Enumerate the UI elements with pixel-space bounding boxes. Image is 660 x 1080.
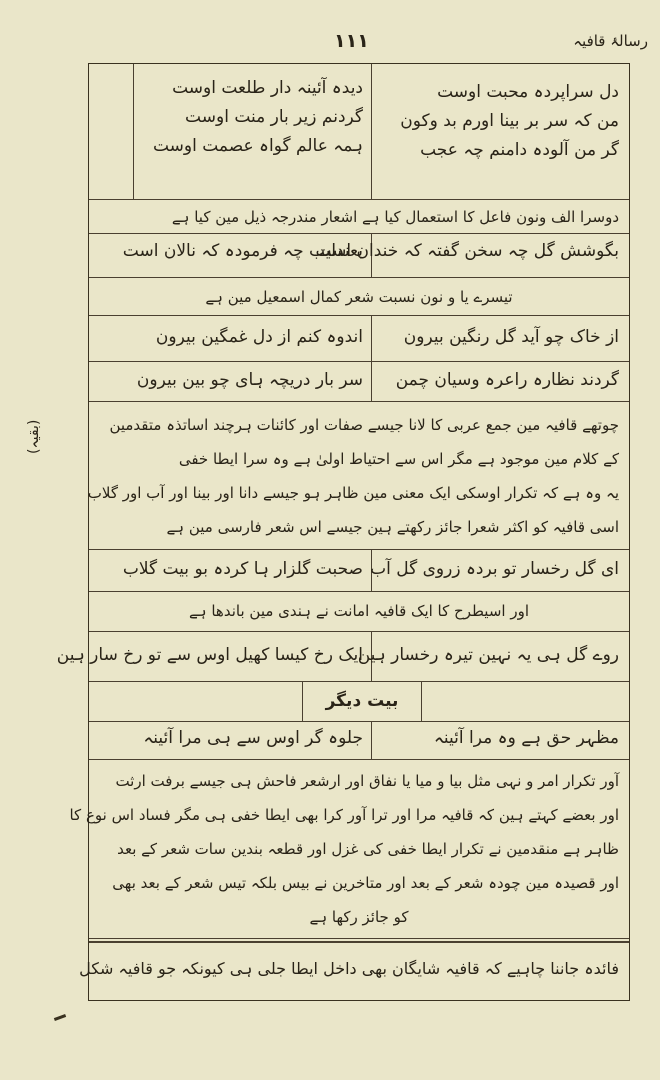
section-6-prose [69, 760, 629, 942]
prose-line: اور اسیطرح کا ایک قافیہ امانت نے ہندی مین باندھا ہے [189, 602, 529, 620]
verse-line: از خاک چو آید گل رنگین بیرون [403, 327, 619, 347]
couplet-right [357, 632, 629, 681]
section-heading: بیت دیگر [325, 691, 399, 711]
section-3-couplet-1 [89, 316, 629, 362]
couplet-table-1 [89, 64, 629, 200]
section-4-couplet [89, 550, 629, 592]
section-5-heading-row [89, 682, 629, 722]
section-2-couplet [89, 234, 629, 278]
verse-line: گر من آلودہ دامنم چہ عجب [420, 140, 619, 160]
prose-line: چوتھے قافیہ مین جمع عربی کا لانا جیسے صفات اور کائنات ہرچند اساتذہ متقدمین [109, 416, 619, 434]
verse-line: ای گل رخسار تو بردہ زروی گل آب [370, 559, 619, 579]
verse-line: گردند نظارہ راعرہ وسیان چمن [395, 370, 619, 390]
couplet-left [89, 316, 373, 361]
heading-box [302, 682, 422, 721]
verse-line: دیدہ آئینہ دار طلعت اوست [172, 78, 363, 98]
ink-mark [54, 1014, 66, 1021]
couplet-left [56, 632, 373, 681]
page-number: ۱۱۱ [334, 30, 369, 52]
couplet-left [89, 234, 373, 277]
prose-line: اور قصیدہ مین چودہ شعر کے بعد اور متاخرین نے بیس بلکہ تیس شعر کے بعد بھی [112, 874, 619, 892]
verse-line: مظہر حق ہے وہ مرا آئینہ [433, 728, 619, 748]
couplet-left [89, 362, 373, 401]
couplet-right [371, 550, 629, 591]
section-3-couplet-2 [89, 362, 629, 402]
prose-line: تیسرے یا و نون نسبت شعر کمال اسمعیل مین ہے [205, 288, 513, 306]
margin-note: (بقیہ) [26, 419, 42, 454]
section-5-couplet [89, 722, 629, 760]
couplet-right [371, 316, 629, 361]
prose-line: کو جائز رکھا ہے [309, 908, 409, 926]
couplet-right [371, 722, 629, 759]
page-frame [56, 63, 630, 1001]
couplet-left [89, 550, 373, 591]
prose-line: فائدہ جاننا چاہیے کہ قافیہ شایگان بھی داخل ایطا جلی ہی کیونکہ جو قافیہ شکل [79, 959, 619, 978]
section-4-after [89, 592, 629, 632]
section-7 [79, 942, 629, 1000]
prose-line: دوسرا الف ونون فاعل کا استعمال کیا ہے اشعار مندرجہ ذیل مین کیا ہے [171, 208, 619, 226]
verse-line: روے گل ہی یہ نہین تیرہ رخسار ہین [357, 645, 619, 665]
verse-line: دل سراپردہ محبت اوست [437, 82, 619, 102]
couplet-left-column [133, 64, 373, 199]
prose-line: کے کلام مین موجود ہے مگر اس سے احتیاط اولیٰ ہے وہ سرا ایطا خفی [178, 450, 619, 468]
verse-line: بگوشش گل چہ سخن گفتہ کہ خندان است [315, 241, 619, 261]
verse-line: گردنم زیر بار منت اوست [185, 107, 363, 127]
section-4-hindi-couplet [56, 632, 629, 682]
prose-line: یہ وہ ہے کہ تکرار اوسکی ایک معنی مین ظاہر ہو جیسے دانا اور بینا اور آب اور گلاب [87, 484, 619, 502]
header-title: رسالۂ قافیہ [573, 32, 648, 50]
couplet-left [89, 722, 373, 759]
verse-line: اندوہ کنم از دل غمگین بیرون [155, 327, 363, 347]
prose-line: اسی قافیہ کو اکثر شعرا جائز رکھتے ہین جیسے اس شعر فارسی مین ہے [166, 518, 619, 536]
verse-line: صحبت گلزار ہا کردہ بو بیت گلاب [122, 559, 363, 579]
verse-line: ہمہ عالم گواہ عصمت اوست [152, 136, 363, 156]
prose-line: آور تکرار امر و نہی مثل بیا و میا یا نفاق اور ارشعر فاحش ہی جیسے برفت ارثت [115, 772, 619, 790]
verse-line: ایک رخ کیسا کھیل اوس سے تو رخ سار ہین [56, 645, 363, 665]
prose-line: اور بعضے کہتے ہین کہ قافیہ مرا اور ترا آور کرا بھی ایطا خفی ہی مگر فساد اس نوع کا [69, 806, 619, 824]
couplet-right-column [371, 64, 629, 199]
prose-line: ظاہر ہے منقدمین نے تکرار ایطا خفی کی غزل اور قطعہ بندین سات شعر کے بعد [117, 840, 619, 858]
couplet-right [315, 234, 629, 277]
verse-line: بعندلیب چہ فرمودہ کہ نالان است [122, 241, 363, 261]
double-rule [89, 938, 629, 943]
verse-line: من کہ سر بر بینا اورم بد وکون [400, 111, 619, 131]
section-2-intro [89, 200, 629, 234]
section-3-intro [89, 278, 629, 316]
verse-line: سر بار دریچہ ہای چو بین بیرون [136, 370, 363, 390]
couplet-right [371, 362, 629, 401]
section-4-prose [89, 402, 629, 550]
verse-line: جلوہ گر اوس سے ہی مرا آئینہ [143, 728, 363, 748]
